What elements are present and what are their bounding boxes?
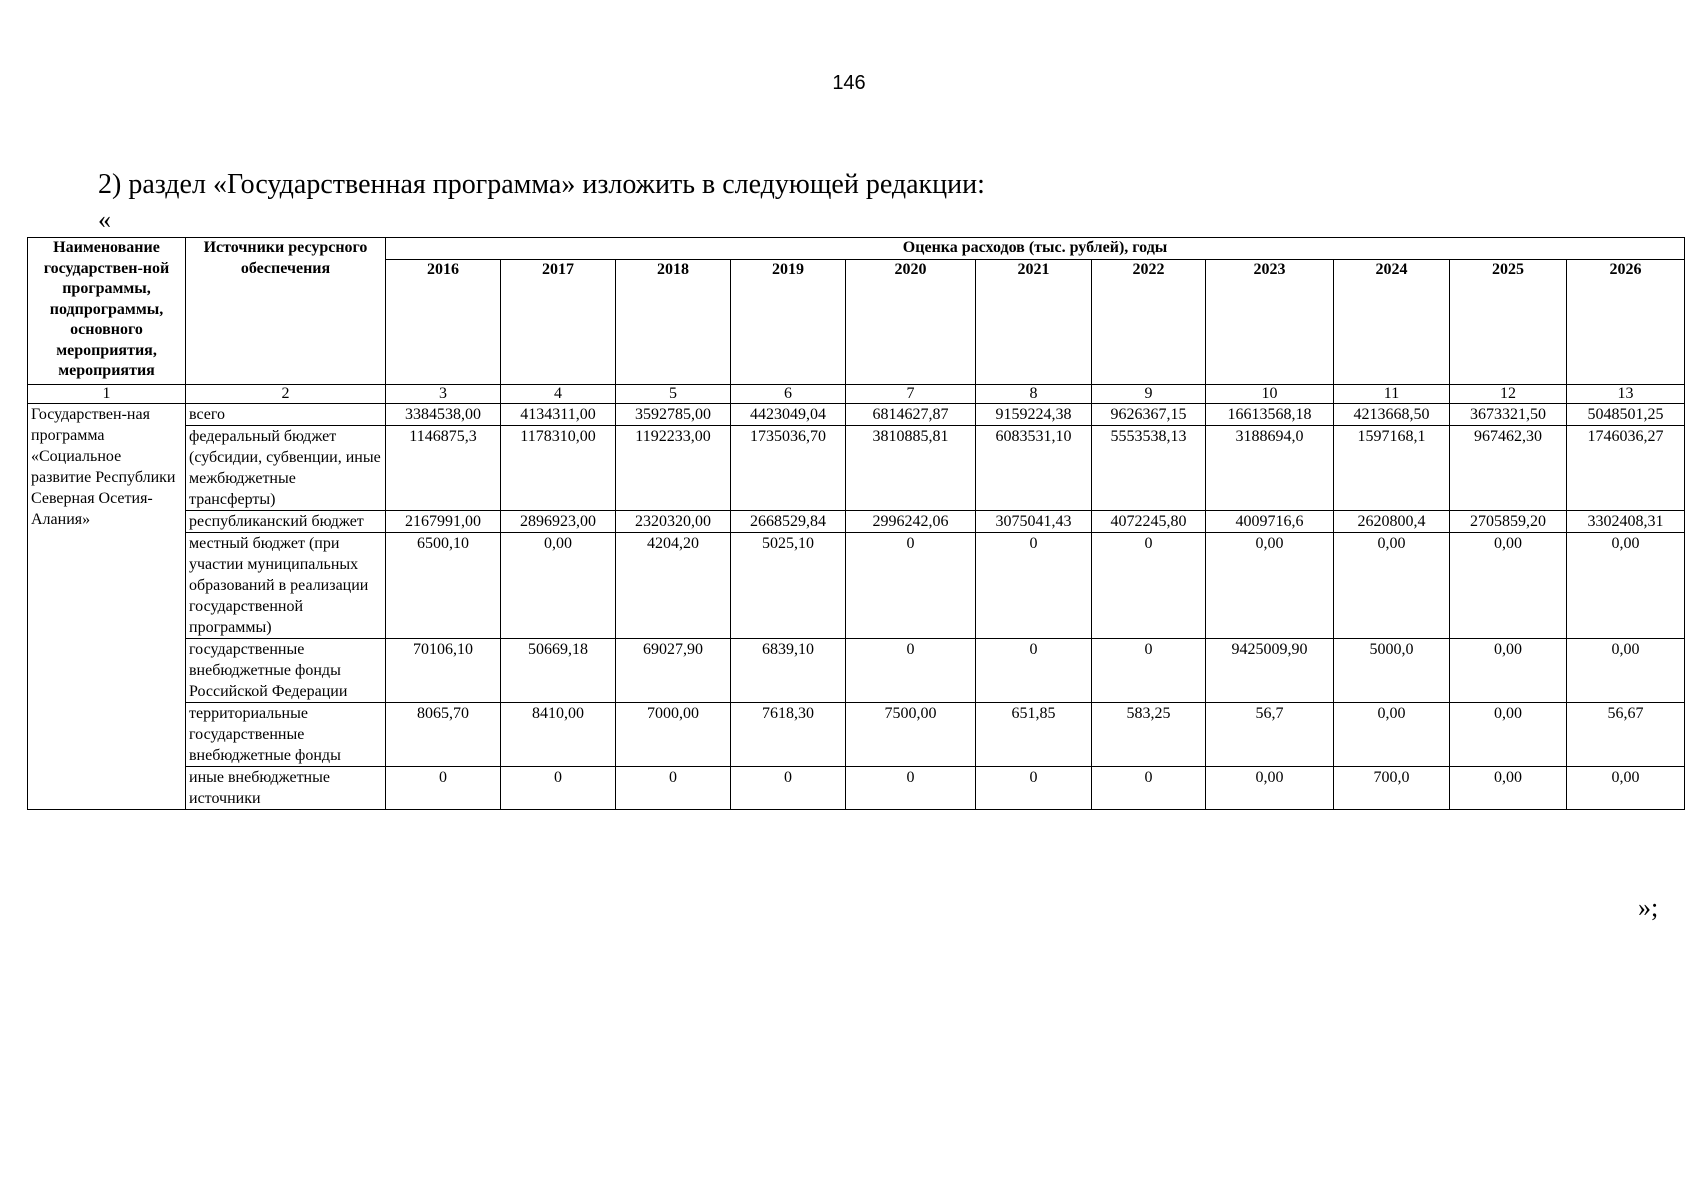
value-cell: 583,25 (1092, 702, 1206, 766)
value-cell: 0,00 (1567, 638, 1685, 702)
column-number: 5 (616, 384, 731, 403)
column-number: 1 (28, 384, 186, 403)
value-cell: 0 (976, 766, 1092, 809)
value-cell: 1146875,3 (386, 425, 501, 510)
value-cell: 8065,70 (386, 702, 501, 766)
column-number: 6 (731, 384, 846, 403)
value-cell: 2320320,00 (616, 510, 731, 532)
value-cell: 0,00 (1206, 766, 1334, 809)
header-row-title (28, 238, 1685, 260)
value-cell: 6814627,87 (846, 403, 976, 425)
value-cell: 3673321,50 (1450, 403, 1567, 425)
source-cell: иные внебюджетные источники (186, 766, 386, 809)
value-cell: 1735036,70 (731, 425, 846, 510)
source-cell: республиканский бюджет (186, 510, 386, 532)
value-cell: 56,67 (1567, 702, 1685, 766)
value-cell: 4009716,6 (1206, 510, 1334, 532)
year-header: 2021 (976, 259, 1092, 384)
value-cell: 0,00 (1206, 532, 1334, 638)
value-cell: 0,00 (1450, 702, 1567, 766)
value-cell: 967462,30 (1450, 425, 1567, 510)
year-header: 2020 (846, 259, 976, 384)
value-cell: 4072245,80 (1092, 510, 1206, 532)
table-row-local-budget (28, 532, 1685, 638)
page-number: 146 (832, 72, 866, 94)
value-cell: 0 (731, 766, 846, 809)
value-cell: 5048501,25 (1567, 403, 1685, 425)
value-cell: 50669,18 (501, 638, 616, 702)
column-number: 13 (1567, 384, 1685, 403)
value-cell: 4204,20 (616, 532, 731, 638)
value-cell: 2668529,84 (731, 510, 846, 532)
column-number: 11 (1334, 384, 1450, 403)
value-cell: 0 (1092, 766, 1206, 809)
value-cell: 8410,00 (501, 702, 616, 766)
table-row-state-extrabudgetary-funds (28, 638, 1685, 702)
table-row-other-sources (28, 766, 1685, 809)
value-cell: 7000,00 (616, 702, 731, 766)
value-cell: 0,00 (1334, 532, 1450, 638)
value-cell: 2620800,4 (1334, 510, 1450, 532)
value-cell: 0 (616, 766, 731, 809)
source-cell: местный бюджет (при участии муниципальных образований в реализации государственной программы) (186, 532, 386, 638)
value-cell: 651,85 (976, 702, 1092, 766)
value-cell: 9425009,90 (1206, 638, 1334, 702)
budget-table (27, 237, 1685, 810)
value-cell: 1746036,27 (1567, 425, 1685, 510)
program-name-cell: Государствен-ная программа «Социальное развитие Республики Северная Осетия-Алания» (28, 403, 186, 809)
value-cell: 0 (846, 532, 976, 638)
header-resource-sources: Источники ресурсного обеспечения (186, 238, 386, 385)
year-header: 2022 (1092, 259, 1206, 384)
value-cell: 4134311,00 (501, 403, 616, 425)
value-cell: 1597168,1 (1334, 425, 1450, 510)
value-cell: 56,7 (1206, 702, 1334, 766)
value-cell: 0,00 (1450, 766, 1567, 809)
value-cell: 6500,10 (386, 532, 501, 638)
value-cell: 2167991,00 (386, 510, 501, 532)
table-row-federal-budget (28, 425, 1685, 510)
header-program-name: Наименование государствен-ной программы, подпрограммы, основного мероприятия, мероприятия (28, 238, 186, 385)
header-expense-estimate: Оценка расходов (тыс. рублей), годы (386, 238, 1685, 260)
table-row-republican-budget (28, 510, 1685, 532)
value-cell: 0 (976, 532, 1092, 638)
column-number: 4 (501, 384, 616, 403)
year-header: 2019 (731, 259, 846, 384)
column-number: 7 (846, 384, 976, 403)
value-cell: 2705859,20 (1450, 510, 1567, 532)
value-cell: 4423049,04 (731, 403, 846, 425)
source-cell: всего (186, 403, 386, 425)
value-cell: 0,00 (1334, 702, 1450, 766)
value-cell: 5000,0 (1334, 638, 1450, 702)
source-cell: федеральный бюджет (субсидии, субвенции, иные межбюджетные трансферты) (186, 425, 386, 510)
value-cell: 1178310,00 (501, 425, 616, 510)
value-cell: 0 (386, 766, 501, 809)
year-header: 2016 (386, 259, 501, 384)
value-cell: 0 (846, 766, 976, 809)
value-cell: 0,00 (1450, 532, 1567, 638)
value-cell: 3302408,31 (1567, 510, 1685, 532)
value-cell: 7618,30 (731, 702, 846, 766)
year-header: 2017 (501, 259, 616, 384)
value-cell: 0 (501, 766, 616, 809)
value-cell: 2896923,00 (501, 510, 616, 532)
year-header: 2025 (1450, 259, 1567, 384)
source-cell: государственные внебюджетные фонды Российской Федерации (186, 638, 386, 702)
value-cell: 0,00 (1567, 532, 1685, 638)
value-cell: 9626367,15 (1092, 403, 1206, 425)
column-number: 12 (1450, 384, 1567, 403)
value-cell: 3592785,00 (616, 403, 731, 425)
value-cell: 5553538,13 (1092, 425, 1206, 510)
value-cell: 0 (846, 638, 976, 702)
value-cell: 5025,10 (731, 532, 846, 638)
year-header: 2018 (616, 259, 731, 384)
year-header: 2026 (1567, 259, 1685, 384)
value-cell: 0 (976, 638, 1092, 702)
value-cell: 70106,10 (386, 638, 501, 702)
column-number: 9 (1092, 384, 1206, 403)
column-number-row (28, 384, 1685, 403)
column-number: 3 (386, 384, 501, 403)
value-cell: 9159224,38 (976, 403, 1092, 425)
column-number: 8 (976, 384, 1092, 403)
value-cell: 3188694,0 (1206, 425, 1334, 510)
column-number: 2 (186, 384, 386, 403)
year-header: 2023 (1206, 259, 1334, 384)
table-row-territorial-funds (28, 702, 1685, 766)
value-cell: 4213668,50 (1334, 403, 1450, 425)
table-row-total (28, 403, 1685, 425)
value-cell: 0,00 (1567, 766, 1685, 809)
value-cell: 1192233,00 (616, 425, 731, 510)
close-quote: »; (1638, 893, 1659, 922)
value-cell: 3384538,00 (386, 403, 501, 425)
value-cell: 7500,00 (846, 702, 976, 766)
value-cell: 700,0 (1334, 766, 1450, 809)
value-cell: 0,00 (501, 532, 616, 638)
value-cell: 2996242,06 (846, 510, 976, 532)
value-cell: 0,00 (1450, 638, 1567, 702)
value-cell: 0 (1092, 638, 1206, 702)
value-cell: 6839,10 (731, 638, 846, 702)
section-heading: 2) раздел «Государственная программа» изложить в следующей редакции: (98, 169, 985, 200)
column-number: 10 (1206, 384, 1334, 403)
value-cell: 16613568,18 (1206, 403, 1334, 425)
value-cell: 0 (1092, 532, 1206, 638)
source-cell: территориальные государственные внебюджетные фонды (186, 702, 386, 766)
open-quote: « (98, 205, 111, 234)
value-cell: 3075041,43 (976, 510, 1092, 532)
year-header: 2024 (1334, 259, 1450, 384)
value-cell: 69027,90 (616, 638, 731, 702)
value-cell: 3810885,81 (846, 425, 976, 510)
value-cell: 6083531,10 (976, 425, 1092, 510)
